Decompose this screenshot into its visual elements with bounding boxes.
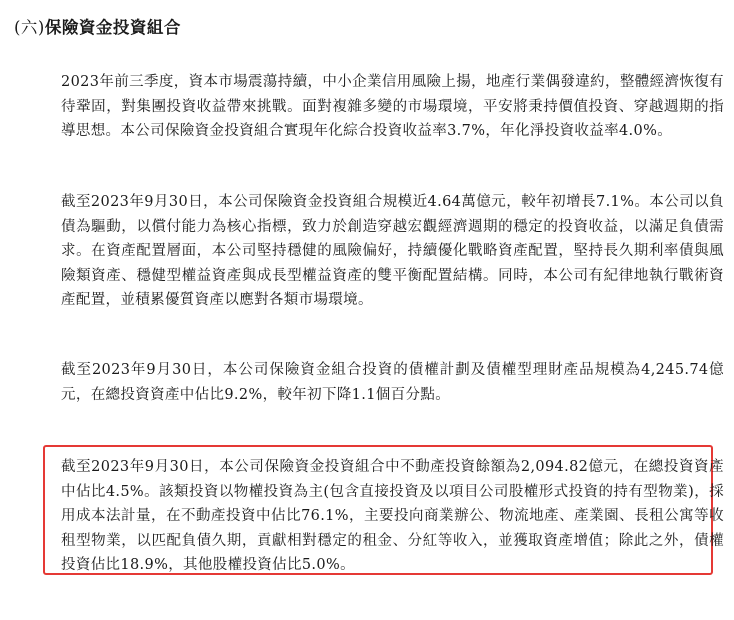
section-number: (六) (14, 18, 45, 37)
paragraph-real-estate: 截至2023年9月30日，本公司保險資金投資組合中不動產投資餘額為2,094.82億元，在總投資資產中佔比4.5%。該類投資以物權投資為主(包含直接投資及以項目公司股權形式投資的持有型物業)，採用成本法計量，在不動產投資中佔比76.1%，主要投向商業辦公、物流地產、產業園、長租公寓等收租型物業，以匹配負債久期，貢獻相對穩定的租金、分紅等收入，並獲取資產增值；除此之外，債權投資佔比18.9%，其他股權投資佔比5.0%。 (61, 459, 724, 573)
paragraph-investment-return: 2023年前三季度，資本市場震蕩持續，中小企業信用風險上揚，地產行業偶發違約，整體經濟恢復有待鞏固，對集團投資收益帶來挑戰。面對複雜多變的市場環境，平安將秉持價值投資、穿越週期的指導思想。本公司保險資金投資組合實現年化綜合投資收益率3.7%，年化淨投資收益率4.0%。 (61, 74, 724, 139)
section-title: 保險資金投資組合 (44, 18, 181, 37)
paragraph-portfolio-scale: 截至2023年9月30日，本公司保險資金投資組合規模近4.64萬億元，較年初增長7.1%。本公司以負債為驅動，以償付能力為核心指標，致力於創造穿越宏觀經濟週期的穩定的投資收益，以滿足負債需求。在資產配置層面，本公司堅持穩健的風險偏好，持續優化戰略資產配置，堅持長久期利率債與風險類資產、穩健型權益資產與成長型權益資產的雙平衡配置結構。同時，本公司有紀律地執行戰術資產配置，並積累優質資產以應對各類市場環境。 (61, 194, 724, 308)
paragraph-debt-plans: 截至2023年9月30日，本公司保險資金組合投資的債權計劃及債權型理財產品規模為4,245.74億元，在總投資資產中佔比9.2%，較年初下降1.1個百分點。 (61, 362, 724, 403)
section-heading (14, 16, 181, 40)
